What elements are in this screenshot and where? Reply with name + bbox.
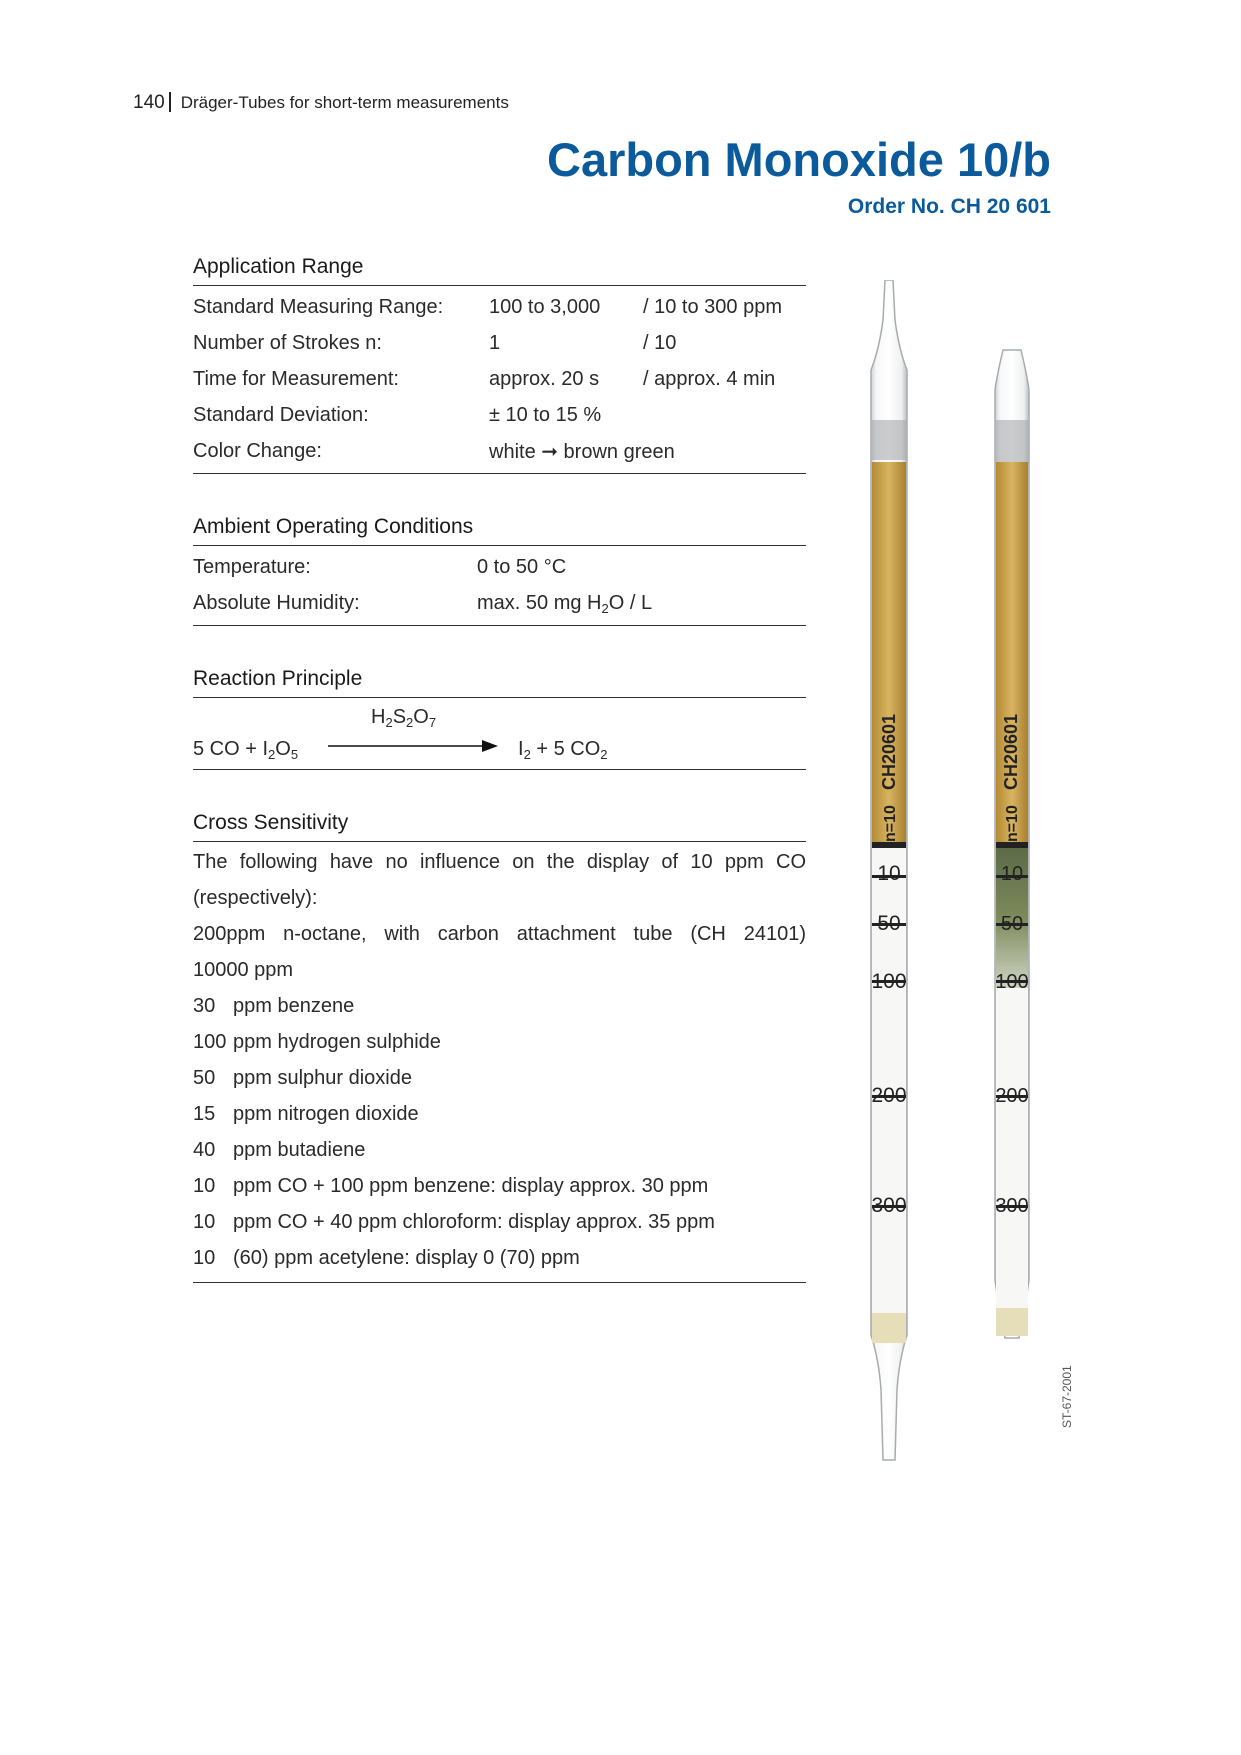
list-item: 10 ppm CO + 100 ppm benzene: display approx. 30 ppm <box>193 1175 709 1197</box>
row-value: 0 to 50 °C <box>477 555 567 578</box>
reaction-products: $I_2 + 5$ $CO_2$ <box>518 738 608 762</box>
row-value: ± 10 to 15 % <box>489 403 602 426</box>
row-value: approx. 20 s <box>489 367 600 390</box>
tube-print-strokes: n=10 <box>882 805 899 842</box>
paragraph-line: 10000 ppm <box>193 959 294 981</box>
section-title: Cross Sensitivity <box>193 806 806 842</box>
row-value: max. 50 mg $H_2O$ / L <box>477 591 653 616</box>
row-value-alt: / 10 <box>643 331 677 354</box>
header-divider <box>169 92 171 112</box>
section-title: Application Range <box>193 250 806 286</box>
paragraph-line: 200ppm n-octane, with carbon attachment tube (CH 24101) <box>193 923 806 945</box>
cross-sensitivity-section <box>193 806 806 1283</box>
scale-mark: 200 <box>871 1084 907 1107</box>
scale-mark: 50 <box>1000 913 1024 935</box>
scale-mark: 200 <box>995 1085 1029 1107</box>
scale-mark: 50 <box>877 912 901 935</box>
scale-mark: 100 <box>871 970 907 993</box>
paragraph-line: (respectively): <box>193 887 318 909</box>
row-value: 1 <box>489 331 501 354</box>
list-item: 10 ppm CO + 40 ppm chloroform: display approx. 35 ppm <box>193 1211 715 1233</box>
scale-mark: 10 <box>1000 863 1024 885</box>
page-title: Carbon Monoxide 10/b <box>547 133 1051 186</box>
photo-credit: ST-67-2001 <box>1060 1365 1074 1428</box>
main-content <box>193 250 806 1319</box>
tube-photo <box>845 280 1065 1495</box>
detector-tube-used <box>995 350 1029 1338</box>
row-value-alt: / 10 to 300 ppm <box>643 295 782 318</box>
reaction-equation <box>193 698 806 770</box>
application-range-section <box>193 250 806 474</box>
row-value: 100 to 3,000 <box>489 295 601 318</box>
list-item: 100 ppm hydrogen sulphide <box>193 1031 441 1053</box>
table-row <box>193 289 806 325</box>
scale-mark: 100 <box>995 971 1029 993</box>
reaction-reactants: 5 CO + $I_2O_5$ <box>193 738 299 762</box>
tube-print-order: CH20601 <box>879 713 899 790</box>
table-row <box>193 549 806 585</box>
page-number: 140 <box>133 92 165 113</box>
list-item: 30 ppm benzene <box>193 995 355 1017</box>
tube-print-strokes: n=10 <box>1004 805 1021 842</box>
reaction-catalyst: $H_2S_2O_7$ <box>371 706 437 730</box>
table-row <box>193 433 806 469</box>
reaction-arrow-icon <box>328 738 498 754</box>
list-item: 50 ppm sulphur dioxide <box>193 1067 412 1089</box>
running-header <box>133 92 509 114</box>
reaction-principle-section <box>193 662 806 770</box>
scale-mark: 300 <box>871 1194 907 1217</box>
scale-mark: 10 <box>877 862 901 885</box>
list-item: 10 (60) ppm acetylene: display 0 (70) ppm <box>193 1247 580 1269</box>
row-value: white ➞ brown green <box>489 440 675 463</box>
tube-print-order: CH20601 <box>1001 713 1021 790</box>
paragraph-line: The following have no influence on the display of 10 ppm CO <box>193 851 806 873</box>
row-label: Number of Strokes n: <box>193 331 382 354</box>
row-label: Standard Deviation: <box>193 403 369 426</box>
section-title: Reaction Principle <box>193 662 806 698</box>
row-value-alt: / approx. 4 min <box>643 367 776 390</box>
row-label: Standard Measuring Range: <box>193 295 444 318</box>
table-row <box>193 397 806 433</box>
list-item: 15 ppm nitrogen dioxide <box>193 1103 419 1125</box>
table-row <box>193 361 806 397</box>
scale-mark: 300 <box>995 1195 1029 1217</box>
ambient-conditions-section <box>193 510 806 626</box>
table-row <box>193 585 806 621</box>
list-item: 40 ppm butadiene <box>193 1139 366 1161</box>
row-label: Absolute Humidity: <box>193 591 360 614</box>
row-label: Color Change: <box>193 439 322 462</box>
row-label: Time for Measurement: <box>193 367 399 390</box>
table-row <box>193 325 806 361</box>
row-label: Temperature: <box>193 555 311 578</box>
order-number: Order No. CH 20 601 <box>847 195 1051 218</box>
section-title: Ambient Operating Conditions <box>193 510 806 546</box>
detector-tube-unused <box>871 280 907 1460</box>
running-title: Dräger-Tubes for short-term measurements <box>180 93 509 112</box>
